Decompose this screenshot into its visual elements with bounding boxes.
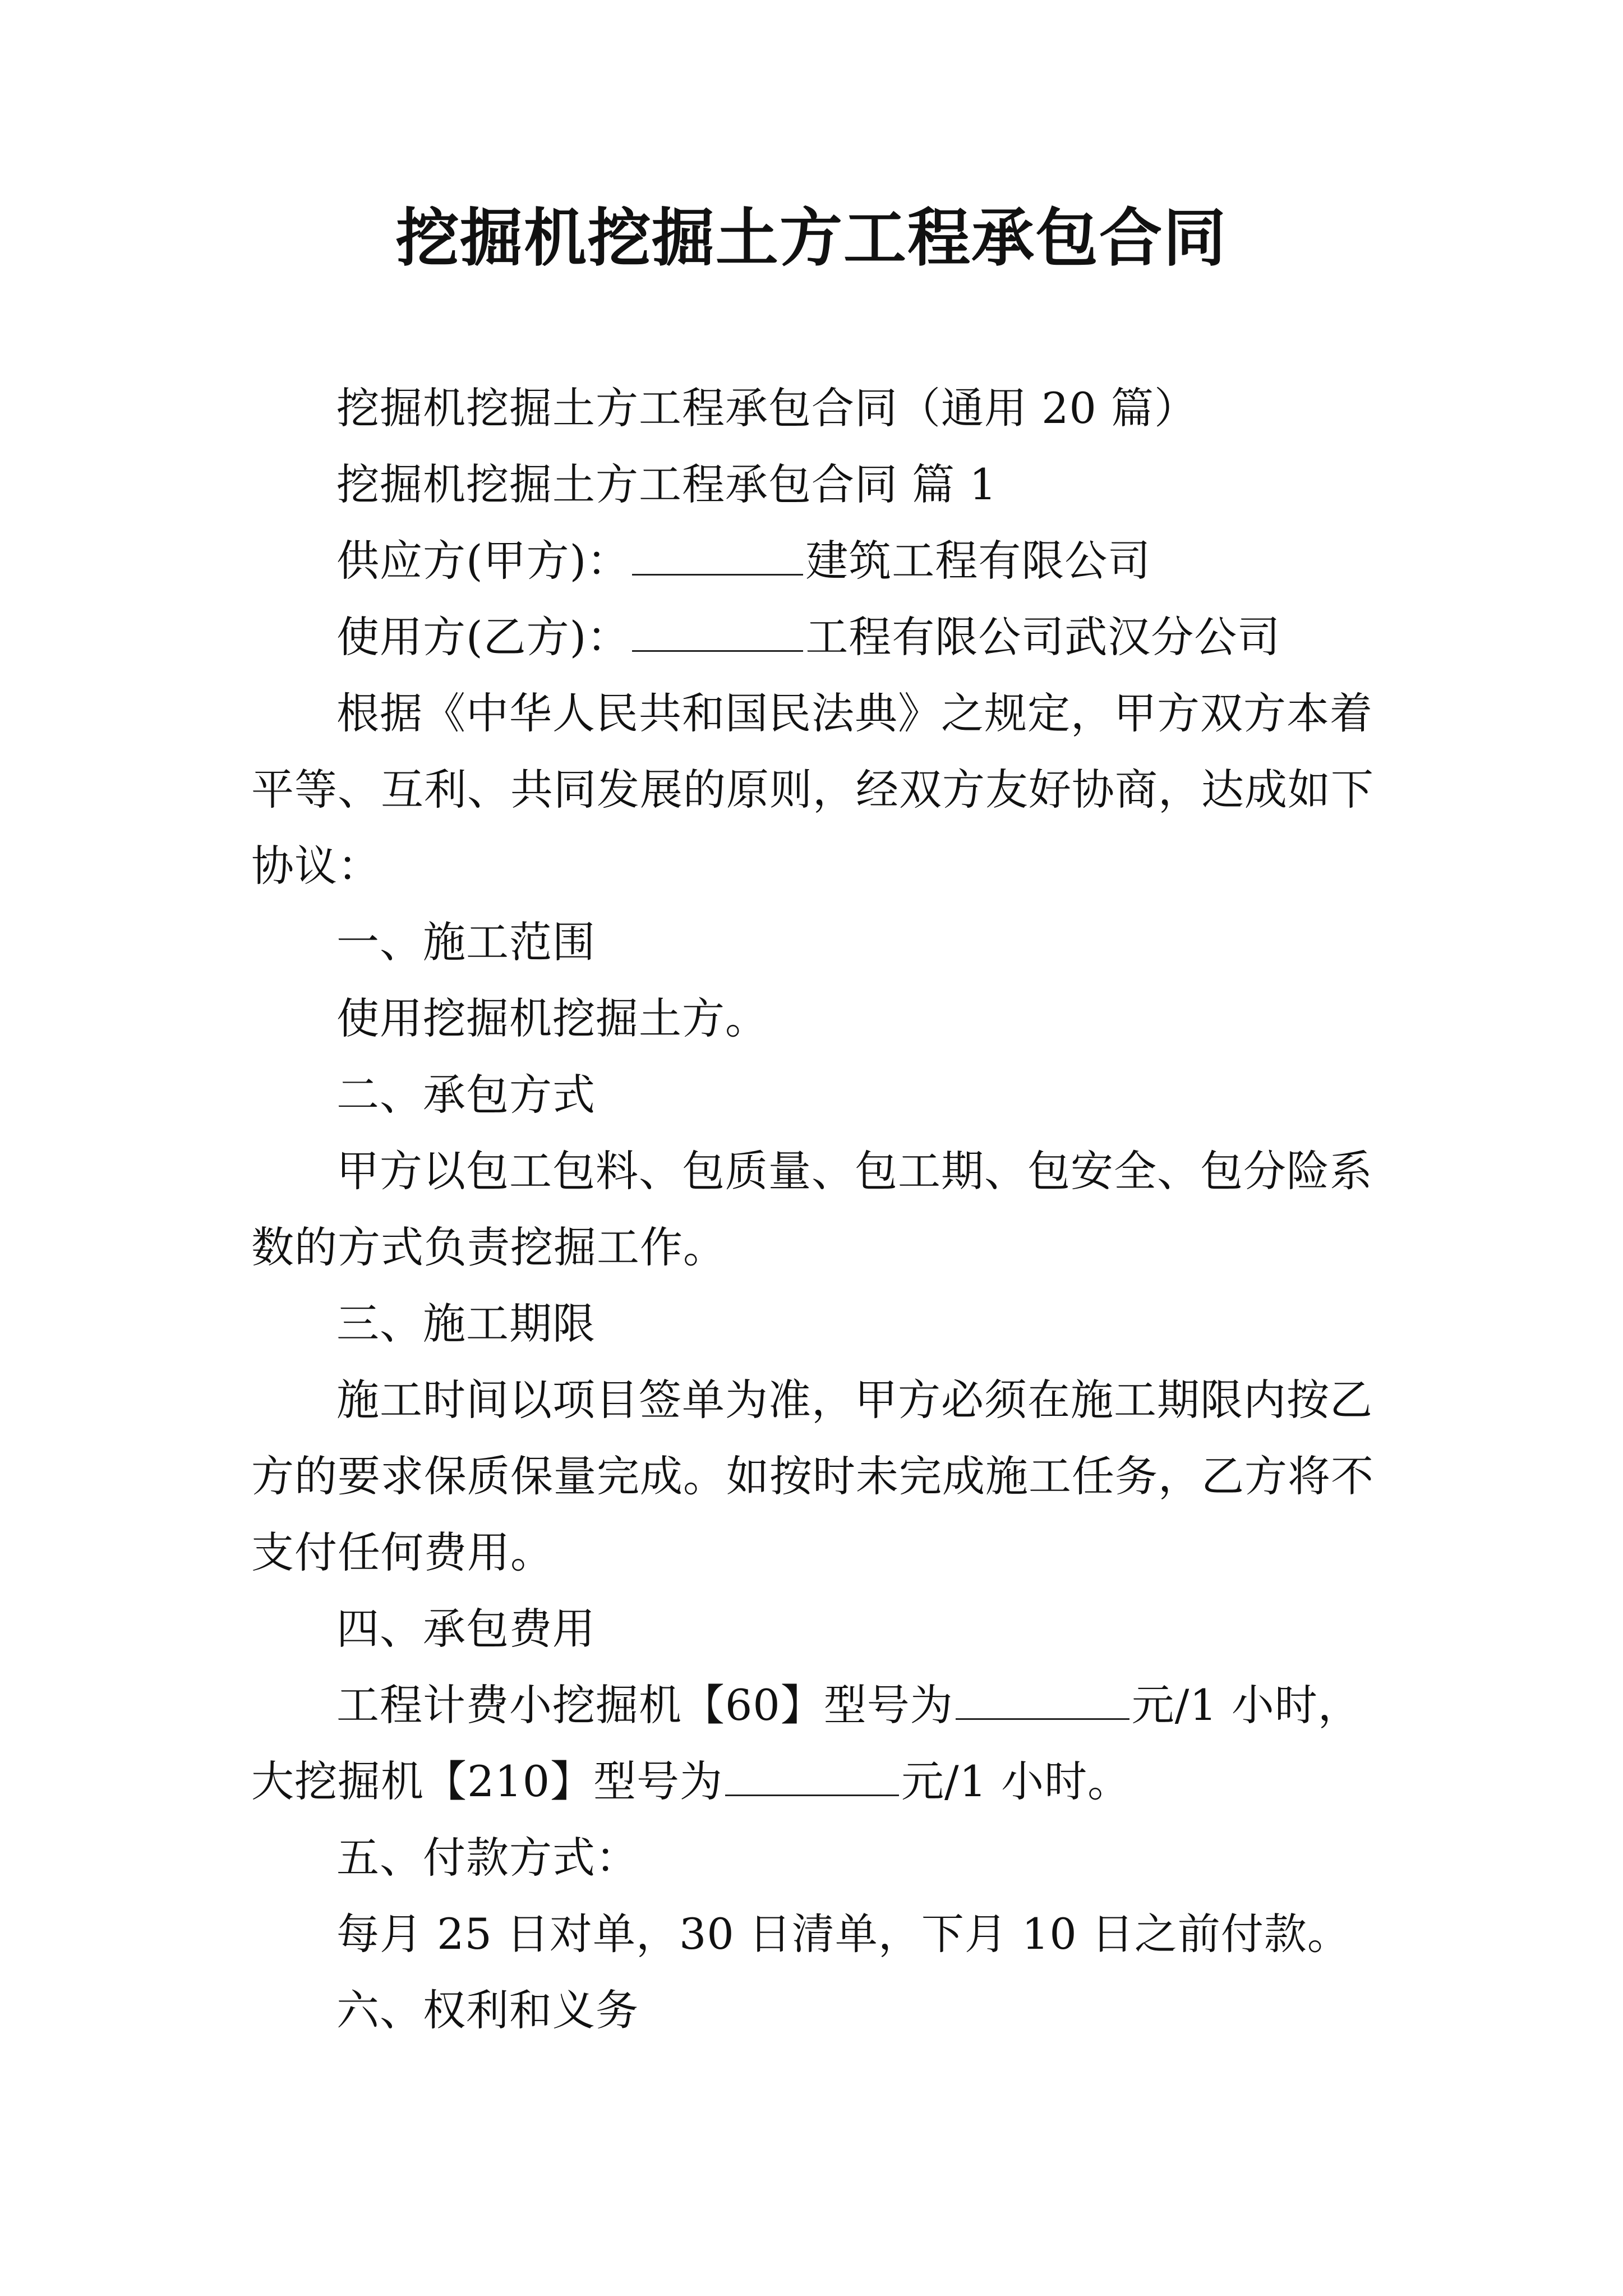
subtitle: 挖掘机挖掘土方工程承包合同（通用 20 篇） <box>336 383 1198 433</box>
section-5-title: 五、付款方式： <box>336 1833 639 1883</box>
section-3-body: 施工时间以项目签单为准，甲方必须在施工期限内按乙方的要求保质保量完成。如按时未完成施工任务，乙方将不支付任何费用。 <box>251 1375 1374 1577</box>
section-4-body <box>251 1667 1393 1820</box>
document-title: 挖掘机挖掘土方工程承包合同 <box>396 201 1227 275</box>
section-1-body: 使用挖掘机挖掘土方。 <box>336 993 768 1043</box>
article-heading: 挖掘机挖掘土方工程承包合同 篇 1 <box>336 459 997 509</box>
preamble: 根据《中华人民共和国民法典》之规定，甲方双方本着平等、互利、共同发展的原则，经双方友好协商，达成如下协议： <box>251 688 1374 891</box>
fee-small-excavator-blank <box>956 1679 1129 1720</box>
section-2-title: 二、承包方式 <box>336 1070 596 1120</box>
party-b-label: 使用方(乙方)： <box>336 612 630 662</box>
party-b-name: 工程有限公司武汉分公司 <box>805 612 1281 662</box>
section-3-title: 三、施工期限 <box>336 1299 596 1349</box>
section-1-title: 一、施工范围 <box>336 917 596 967</box>
party-a-blank <box>632 535 803 576</box>
party-a-line <box>251 523 1393 599</box>
document-body <box>251 370 1393 2049</box>
party-b-line <box>251 599 1393 675</box>
fee-small-excavator-text: 工程计费小挖掘机【60】型号为 <box>336 1680 953 1730</box>
section-6-title: 六、权利和义务 <box>336 1985 639 2035</box>
section-5-body: 每月 25 日对单，30 日清单，下月 10 日之前付款。 <box>336 1909 1350 1959</box>
party-a-name: 建筑工程有限公司 <box>805 536 1151 586</box>
party-b-blank <box>632 611 803 652</box>
section-2-body: 甲方以包工包料、包质量、包工期、包安全、包分险系数的方式负责挖掘工作。 <box>251 1146 1373 1272</box>
fee-large-excavator-text: 元/1 小时，大挖掘机【210】型号为 <box>251 1680 1361 1806</box>
fee-unit-text: 元/1 小时。 <box>901 1756 1131 1806</box>
party-a-label: 供应方(甲方)： <box>336 536 630 586</box>
fee-large-excavator-blank <box>725 1755 899 1796</box>
section-4-title: 四、承包费用 <box>336 1604 596 1654</box>
